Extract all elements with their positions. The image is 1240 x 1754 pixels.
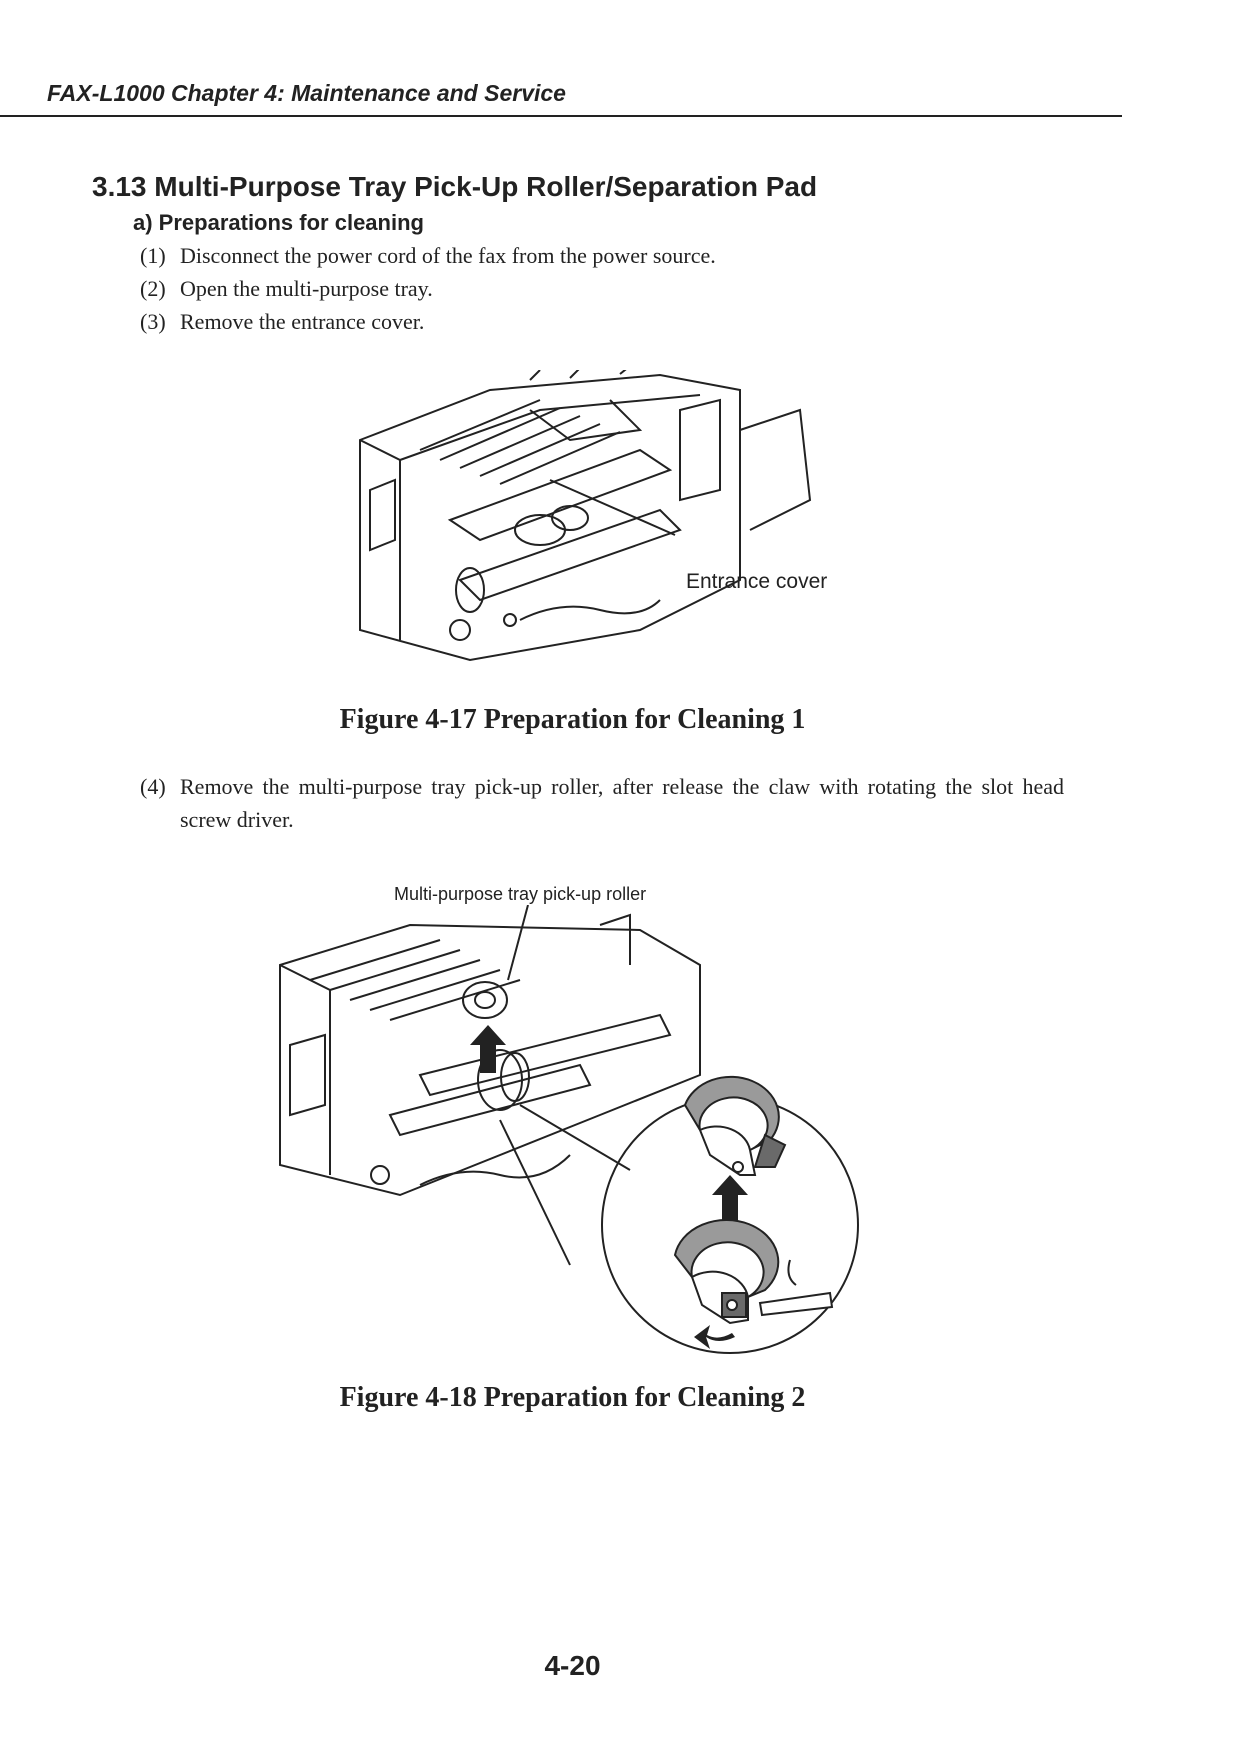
step-4 [140, 770, 1064, 836]
section-title: 3.13 Multi-Purpose Tray Pick-Up Roller/Separation Pad [92, 171, 818, 202]
header-rule [0, 115, 1122, 117]
step-number: (4) [140, 774, 166, 799]
subsection-title: a) Preparations for cleaning [133, 210, 424, 235]
step-text: Remove the multi-purpose tray pick-up roller, after release the claw with rotating the slot head screw driver. [180, 774, 1064, 832]
step-text: Remove the entrance cover. [180, 309, 425, 334]
step-text: Open the multi-purpose tray. [180, 276, 433, 301]
step-2 [140, 272, 433, 305]
figure-4-17-illustration [340, 370, 860, 680]
figure-4-18-illustration [270, 905, 870, 1360]
step-1 [140, 239, 716, 272]
step-text: Disconnect the power cord of the fax from the power source. [180, 243, 716, 268]
step-3 [140, 305, 424, 338]
step-number: (2) [140, 276, 166, 301]
figure-caption-4-17: Figure 4-17 Preparation for Cleaning 1 [339, 704, 806, 735]
figure-caption-4-18: Figure 4-18 Preparation for Cleaning 2 [339, 1382, 806, 1413]
running-header: FAX-L1000 Chapter 4: Maintenance and Service [47, 80, 566, 106]
pick-up-roller-label: Multi-purpose tray pick-up roller [394, 884, 647, 904]
step-number: (3) [140, 309, 166, 334]
entrance-cover-label: Entrance cover [686, 570, 828, 593]
step-number: (1) [140, 243, 166, 268]
page-number: 4-20 [544, 1650, 601, 1681]
